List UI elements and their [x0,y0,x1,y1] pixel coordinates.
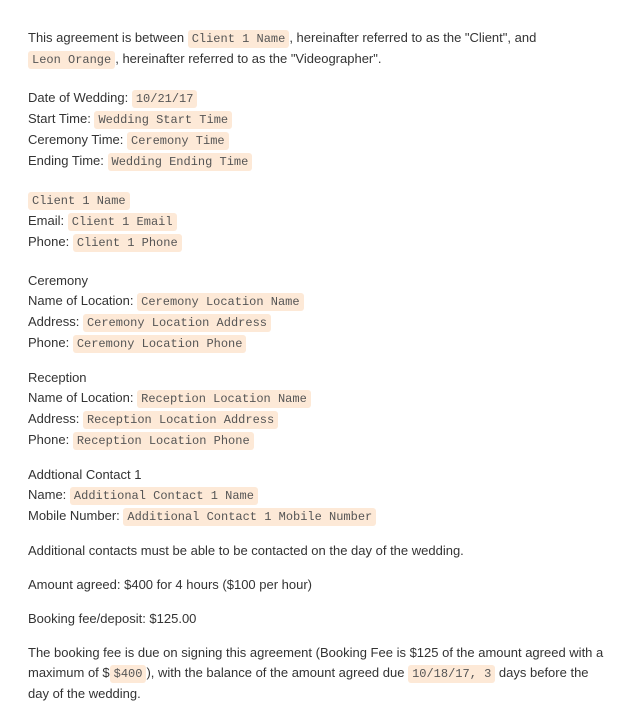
payment-terms-text: days before the day of the wedding. [28,665,589,701]
ending-time-field: Wedding Ending Time [108,153,253,171]
amount-agreed: Amount agreed: $400 for 4 hours ($100 per hour) [28,577,313,592]
additional-contact-name-field: Additional Contact 1 Name [70,487,258,505]
ceremony-address-field: Ceremony Location Address [83,314,271,332]
client-email-label: Email: [28,213,65,228]
intro-text: , hereinafter referred to as the "Client", and [289,30,537,45]
wedding-date-label: Date of Wedding: [28,90,129,105]
reception-details [28,368,613,451]
client-name-field: Client 1 Name [28,192,130,210]
reception-address-label: Address: [28,411,80,426]
ceremony-time-field: Ceremony Time [127,132,229,150]
additional-contact-name-label: Name: [28,487,67,502]
additional-contact-details [28,465,613,527]
payment-terms-paragraph [28,643,613,704]
start-time-field: Wedding Start Time [94,111,232,129]
wedding-details [28,88,613,172]
wedding-date-field: 10/21/17 [132,90,198,108]
ceremony-address-label: Address: [28,314,80,329]
ceremony-heading: Ceremony [28,273,88,288]
client-email-field: Client 1 Email [68,213,177,231]
client-phone-label: Phone: [28,234,70,249]
payment-terms-text: The booking fee is due on signing this agreement (Booking Fee is $125 of the amount agreed with a maximum of $ [28,645,604,680]
reception-phone-field: Reception Location Phone [73,432,254,450]
ceremony-phone-field: Ceremony Location Phone [73,335,247,353]
client-details [28,190,613,253]
additional-contact-mobile-label: Mobile Number: [28,508,120,523]
additional-contact-mobile-field: Additional Contact 1 Mobile Number [123,508,376,526]
intro-text: This agreement is between [28,30,188,45]
ceremony-phone-label: Phone: [28,335,70,350]
intro-text: , hereinafter referred to as the "Videographer". [115,51,382,66]
reception-location-label: Name of Location: [28,390,134,405]
reception-location-field: Reception Location Name [137,390,311,408]
ceremony-details [28,271,613,354]
ending-time-label: Ending Time: [28,153,104,168]
ceremony-time-label: Ceremony Time: [28,132,124,147]
maximum-amount-field: $400 [110,665,147,683]
agreement-document [28,28,613,704]
client-name-field: Client 1 Name [188,30,290,48]
start-time-label: Start Time: [28,111,91,126]
contacts-note: Additional contacts must be able to be contacted on the day of the wedding. [28,543,464,558]
ceremony-location-label: Name of Location: [28,293,134,308]
reception-address-field: Reception Location Address [83,411,278,429]
intro-paragraph [28,28,613,70]
reception-phone-label: Phone: [28,432,70,447]
client-phone-field: Client 1 Phone [73,234,182,252]
payment-terms-text: ), with the balance of the amount agreed due [146,665,409,680]
reception-heading: Reception [28,370,87,385]
ceremony-location-field: Ceremony Location Name [137,293,303,311]
videographer-name-field: Leon Orange [28,51,115,69]
additional-contact-heading: Addtional Contact 1 [28,467,142,482]
booking-fee: Booking fee/deposit: $125.00 [28,611,197,626]
balance-due-date-field: 10/18/17, 3 [408,665,495,683]
